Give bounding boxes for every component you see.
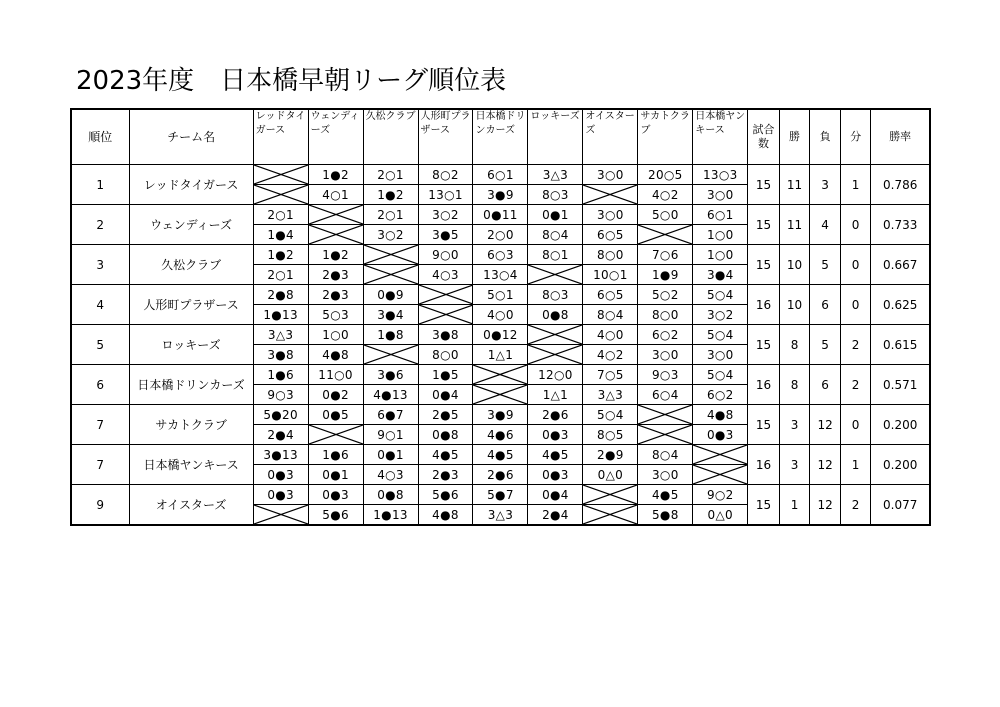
- result-cell: 4●5: [473, 445, 528, 465]
- result-cell: 1●2: [363, 185, 418, 205]
- header-row: [71, 109, 930, 165]
- team-name-cell: 久松クラブ: [129, 245, 253, 285]
- draws-cell: 0: [840, 245, 871, 285]
- result-cell: 1●2: [308, 165, 363, 185]
- result-cell: 1●8: [363, 325, 418, 345]
- result-cell: 1△1: [528, 385, 583, 405]
- result-cell: 3●5: [418, 225, 473, 245]
- result-cell: 5●7: [473, 485, 528, 505]
- result-cell: 3△3: [253, 325, 308, 345]
- no-game-cross: [253, 505, 308, 526]
- result-cell: 1●4: [253, 225, 308, 245]
- rank-cell: 4: [71, 285, 129, 325]
- result-cell: 4○1: [308, 185, 363, 205]
- result-cell: 8○5: [583, 425, 638, 445]
- result-cell: 2●6: [473, 465, 528, 485]
- rank-cell: 2: [71, 205, 129, 245]
- losses-cell: 5: [810, 325, 841, 365]
- no-game-cross: [638, 425, 693, 445]
- losses-cell: 6: [810, 365, 841, 405]
- result-cell: 13○1: [418, 185, 473, 205]
- result-cell: 6○5: [583, 285, 638, 305]
- wins-cell: 3: [779, 405, 810, 445]
- games-cell: 15: [748, 485, 780, 526]
- result-cell: 2○0: [473, 225, 528, 245]
- result-cell: 8○3: [528, 285, 583, 305]
- result-cell: 0●4: [418, 385, 473, 405]
- result-cell: 1○0: [693, 225, 748, 245]
- result-cell: 3○0: [583, 165, 638, 185]
- result-cell: 7○6: [638, 245, 693, 265]
- wins-cell: 3: [779, 445, 810, 485]
- result-cell: 8○4: [528, 225, 583, 245]
- result-cell: 3○0: [638, 465, 693, 485]
- draws-cell: 1: [840, 445, 871, 485]
- no-game-cross: [308, 205, 363, 225]
- result-cell: 8○0: [418, 345, 473, 365]
- result-cell: 3●9: [473, 185, 528, 205]
- pct-cell: 0.625: [871, 285, 930, 325]
- result-cell: 0●8: [418, 425, 473, 445]
- result-cell: 6○1: [473, 165, 528, 185]
- result-cell: 3○0: [583, 205, 638, 225]
- no-game-cross: [528, 325, 583, 345]
- result-cell: 3○2: [693, 305, 748, 325]
- rank-cell: 1: [71, 165, 129, 205]
- games-cell: 15: [748, 405, 780, 445]
- rank-cell: 9: [71, 485, 129, 526]
- header-opponent: 人形町プラザース: [418, 109, 473, 165]
- standings-table: [70, 108, 931, 526]
- header-pct: 勝率: [871, 109, 930, 165]
- draws-cell: 0: [840, 405, 871, 445]
- losses-cell: 12: [810, 445, 841, 485]
- rank-cell: 3: [71, 245, 129, 285]
- rank-cell: 7: [71, 445, 129, 485]
- result-cell: 0●1: [528, 205, 583, 225]
- result-cell: 8○4: [583, 305, 638, 325]
- result-cell: 4○3: [418, 265, 473, 285]
- result-cell: 1○0: [693, 245, 748, 265]
- no-game-cross: [638, 405, 693, 425]
- team-name-cell: ウェンディーズ: [129, 205, 253, 245]
- result-cell: 4○3: [363, 465, 418, 485]
- result-cell: 0●3: [528, 425, 583, 445]
- result-cell: 4●13: [363, 385, 418, 405]
- result-cell: 1○0: [308, 325, 363, 345]
- result-cell: 4○2: [638, 185, 693, 205]
- no-game-cross: [638, 225, 693, 245]
- result-cell: 2○1: [363, 205, 418, 225]
- result-cell: 4●5: [638, 485, 693, 505]
- no-game-cross: [473, 365, 528, 385]
- header-opponent: 久松クラブ: [363, 109, 418, 165]
- result-cell: 6○2: [638, 325, 693, 345]
- result-cell: 0●8: [363, 485, 418, 505]
- no-game-cross: [583, 185, 638, 205]
- result-cell: 4○0: [473, 305, 528, 325]
- team-name-cell: 日本橋ヤンキース: [129, 445, 253, 485]
- team-name-cell: レッドタイガース: [129, 165, 253, 205]
- games-cell: 15: [748, 325, 780, 365]
- result-cell: 5○0: [638, 205, 693, 225]
- header-opponent: オイスターズ: [583, 109, 638, 165]
- result-cell: 1●6: [253, 365, 308, 385]
- result-cell: 2●3: [418, 465, 473, 485]
- team-name-cell: ロッキーズ: [129, 325, 253, 365]
- result-cell: 3●9: [473, 405, 528, 425]
- losses-cell: 12: [810, 405, 841, 445]
- no-game-cross: [693, 465, 748, 485]
- result-cell: 0△0: [693, 505, 748, 526]
- games-cell: 15: [748, 245, 780, 285]
- no-game-cross: [308, 425, 363, 445]
- result-cell: 11○0: [308, 365, 363, 385]
- result-cell: 0●4: [528, 485, 583, 505]
- result-cell: 3△3: [583, 385, 638, 405]
- result-cell: 0●5: [308, 405, 363, 425]
- no-game-cross: [418, 285, 473, 305]
- team-row: [71, 165, 930, 185]
- header-opponent: サカトクラブ: [638, 109, 693, 165]
- losses-cell: 12: [810, 485, 841, 526]
- result-cell: 2●3: [308, 265, 363, 285]
- no-game-cross: [528, 345, 583, 365]
- result-cell: 8○3: [528, 185, 583, 205]
- result-cell: 5●20: [253, 405, 308, 425]
- result-cell: 3●13: [253, 445, 308, 465]
- no-game-cross: [693, 445, 748, 465]
- result-cell: 0△0: [583, 465, 638, 485]
- result-cell: 1●6: [308, 445, 363, 465]
- no-game-cross: [363, 245, 418, 265]
- result-cell: 2●4: [528, 505, 583, 526]
- page-title: 2023年度 日本橋早朝リーグ順位表: [76, 66, 507, 96]
- team-row: [71, 245, 930, 265]
- result-cell: 8○2: [418, 165, 473, 185]
- losses-cell: 6: [810, 285, 841, 325]
- result-cell: 4●5: [418, 445, 473, 465]
- losses-cell: 4: [810, 205, 841, 245]
- rank-cell: 7: [71, 405, 129, 445]
- result-cell: 3○2: [363, 225, 418, 245]
- result-cell: 3○0: [693, 185, 748, 205]
- no-game-cross: [418, 305, 473, 325]
- result-cell: 4●6: [473, 425, 528, 445]
- wins-cell: 1: [779, 485, 810, 526]
- result-cell: 13○3: [693, 165, 748, 185]
- result-cell: 9○2: [693, 485, 748, 505]
- result-cell: 5●8: [638, 505, 693, 526]
- result-cell: 5○4: [583, 405, 638, 425]
- wins-cell: 10: [779, 285, 810, 325]
- result-cell: 5○1: [473, 285, 528, 305]
- header-losses: 負: [810, 109, 841, 165]
- result-cell: 5○3: [308, 305, 363, 325]
- result-cell: 0●8: [528, 305, 583, 325]
- header-draws: 分: [840, 109, 871, 165]
- result-cell: 3●4: [363, 305, 418, 325]
- result-cell: 10○1: [583, 265, 638, 285]
- result-cell: 5○4: [693, 365, 748, 385]
- result-cell: 3○0: [693, 345, 748, 365]
- result-cell: 4●8: [418, 505, 473, 526]
- losses-cell: 3: [810, 165, 841, 205]
- result-cell: 0●1: [308, 465, 363, 485]
- result-cell: 6●7: [363, 405, 418, 425]
- result-cell: 1●13: [253, 305, 308, 325]
- result-cell: 9○1: [363, 425, 418, 445]
- draws-cell: 0: [840, 205, 871, 245]
- team-name-cell: 人形町プラザース: [129, 285, 253, 325]
- standings-body: [71, 165, 930, 526]
- result-cell: 8○0: [638, 305, 693, 325]
- result-cell: 6○1: [693, 205, 748, 225]
- pct-cell: 0.077: [871, 485, 930, 526]
- games-cell: 16: [748, 445, 780, 485]
- result-cell: 4●8: [693, 405, 748, 425]
- result-cell: 1●2: [308, 245, 363, 265]
- result-cell: 0●3: [253, 465, 308, 485]
- result-cell: 0●2: [308, 385, 363, 405]
- result-cell: 0●3: [693, 425, 748, 445]
- result-cell: 1●5: [418, 365, 473, 385]
- header-opponent: 日本橋ヤンキース: [693, 109, 748, 165]
- pct-cell: 0.200: [871, 405, 930, 445]
- result-cell: 5○4: [693, 285, 748, 305]
- result-cell: 0●3: [528, 465, 583, 485]
- result-cell: 1●13: [363, 505, 418, 526]
- header-opponent: ロッキーズ: [528, 109, 583, 165]
- result-cell: 3○0: [638, 345, 693, 365]
- team-row: [71, 365, 930, 385]
- wins-cell: 11: [779, 205, 810, 245]
- result-cell: 6○3: [473, 245, 528, 265]
- result-cell: 0●3: [308, 485, 363, 505]
- header-team: チーム名: [129, 109, 253, 165]
- no-game-cross: [253, 185, 308, 205]
- team-row: [71, 325, 930, 345]
- result-cell: 4●8: [308, 345, 363, 365]
- result-cell: 2●3: [308, 285, 363, 305]
- result-cell: 9○3: [638, 365, 693, 385]
- result-cell: 3●8: [418, 325, 473, 345]
- result-cell: 4○0: [583, 325, 638, 345]
- result-cell: 3○2: [418, 205, 473, 225]
- no-game-cross: [528, 265, 583, 285]
- result-cell: 1●2: [253, 245, 308, 265]
- result-cell: 4○2: [583, 345, 638, 365]
- team-name-cell: オイスターズ: [129, 485, 253, 526]
- result-cell: 3△3: [528, 165, 583, 185]
- draws-cell: 2: [840, 485, 871, 526]
- result-cell: 6○4: [638, 385, 693, 405]
- result-cell: 6○2: [693, 385, 748, 405]
- pct-cell: 0.733: [871, 205, 930, 245]
- games-cell: 16: [748, 285, 780, 325]
- result-cell: 0●12: [473, 325, 528, 345]
- wins-cell: 8: [779, 325, 810, 365]
- draws-cell: 2: [840, 365, 871, 405]
- result-cell: 5○4: [693, 325, 748, 345]
- no-game-cross: [363, 345, 418, 365]
- pct-cell: 0.615: [871, 325, 930, 365]
- header-opponent: 日本橋ドリンカーズ: [473, 109, 528, 165]
- header-wins: 勝: [779, 109, 810, 165]
- result-cell: 13○4: [473, 265, 528, 285]
- result-cell: 4●5: [528, 445, 583, 465]
- result-cell: 2●6: [528, 405, 583, 425]
- team-row: [71, 285, 930, 305]
- no-game-cross: [583, 485, 638, 505]
- result-cell: 2○1: [253, 265, 308, 285]
- no-game-cross: [363, 265, 418, 285]
- rank-cell: 5: [71, 325, 129, 365]
- result-cell: 2●5: [418, 405, 473, 425]
- result-cell: 2●9: [583, 445, 638, 465]
- games-cell: 15: [748, 205, 780, 245]
- result-cell: 2○1: [363, 165, 418, 185]
- result-cell: 8○4: [638, 445, 693, 465]
- team-name-cell: サカトクラブ: [129, 405, 253, 445]
- result-cell: 1△1: [473, 345, 528, 365]
- result-cell: 3●6: [363, 365, 418, 385]
- pct-cell: 0.667: [871, 245, 930, 285]
- result-cell: 5●6: [308, 505, 363, 526]
- result-cell: 1●9: [638, 265, 693, 285]
- result-cell: 0●9: [363, 285, 418, 305]
- result-cell: 0●3: [253, 485, 308, 505]
- pct-cell: 0.571: [871, 365, 930, 405]
- header-games: 試合数: [748, 109, 780, 165]
- no-game-cross: [473, 385, 528, 405]
- no-game-cross: [253, 165, 308, 185]
- losses-cell: 5: [810, 245, 841, 285]
- draws-cell: 0: [840, 285, 871, 325]
- result-cell: 3●4: [693, 265, 748, 285]
- header-opponent: レッドタイガース: [253, 109, 308, 165]
- result-cell: 2●4: [253, 425, 308, 445]
- no-game-cross: [583, 505, 638, 526]
- pct-cell: 0.786: [871, 165, 930, 205]
- result-cell: 3△3: [473, 505, 528, 526]
- wins-cell: 10: [779, 245, 810, 285]
- team-name-cell: 日本橋ドリンカーズ: [129, 365, 253, 405]
- games-cell: 16: [748, 365, 780, 405]
- draws-cell: 1: [840, 165, 871, 205]
- team-row: [71, 485, 930, 505]
- result-cell: 8○0: [583, 245, 638, 265]
- wins-cell: 8: [779, 365, 810, 405]
- draws-cell: 2: [840, 325, 871, 365]
- result-cell: 0●1: [363, 445, 418, 465]
- header-rank: 順位: [71, 109, 129, 165]
- result-cell: 5●6: [418, 485, 473, 505]
- result-cell: 5○2: [638, 285, 693, 305]
- result-cell: 7○5: [583, 365, 638, 385]
- result-cell: 2●8: [253, 285, 308, 305]
- team-row: [71, 205, 930, 225]
- result-cell: 9○3: [253, 385, 308, 405]
- team-row: [71, 405, 930, 425]
- result-cell: 12○0: [528, 365, 583, 385]
- result-cell: 9○0: [418, 245, 473, 265]
- result-cell: 2○1: [253, 205, 308, 225]
- result-cell: 6○5: [583, 225, 638, 245]
- header-opponent: ウェンディーズ: [308, 109, 363, 165]
- result-cell: 3●8: [253, 345, 308, 365]
- result-cell: 0●11: [473, 205, 528, 225]
- result-cell: 20○5: [638, 165, 693, 185]
- games-cell: 15: [748, 165, 780, 205]
- wins-cell: 11: [779, 165, 810, 205]
- pct-cell: 0.200: [871, 445, 930, 485]
- result-cell: 8○1: [528, 245, 583, 265]
- no-game-cross: [308, 225, 363, 245]
- rank-cell: 6: [71, 365, 129, 405]
- team-row: [71, 445, 930, 465]
